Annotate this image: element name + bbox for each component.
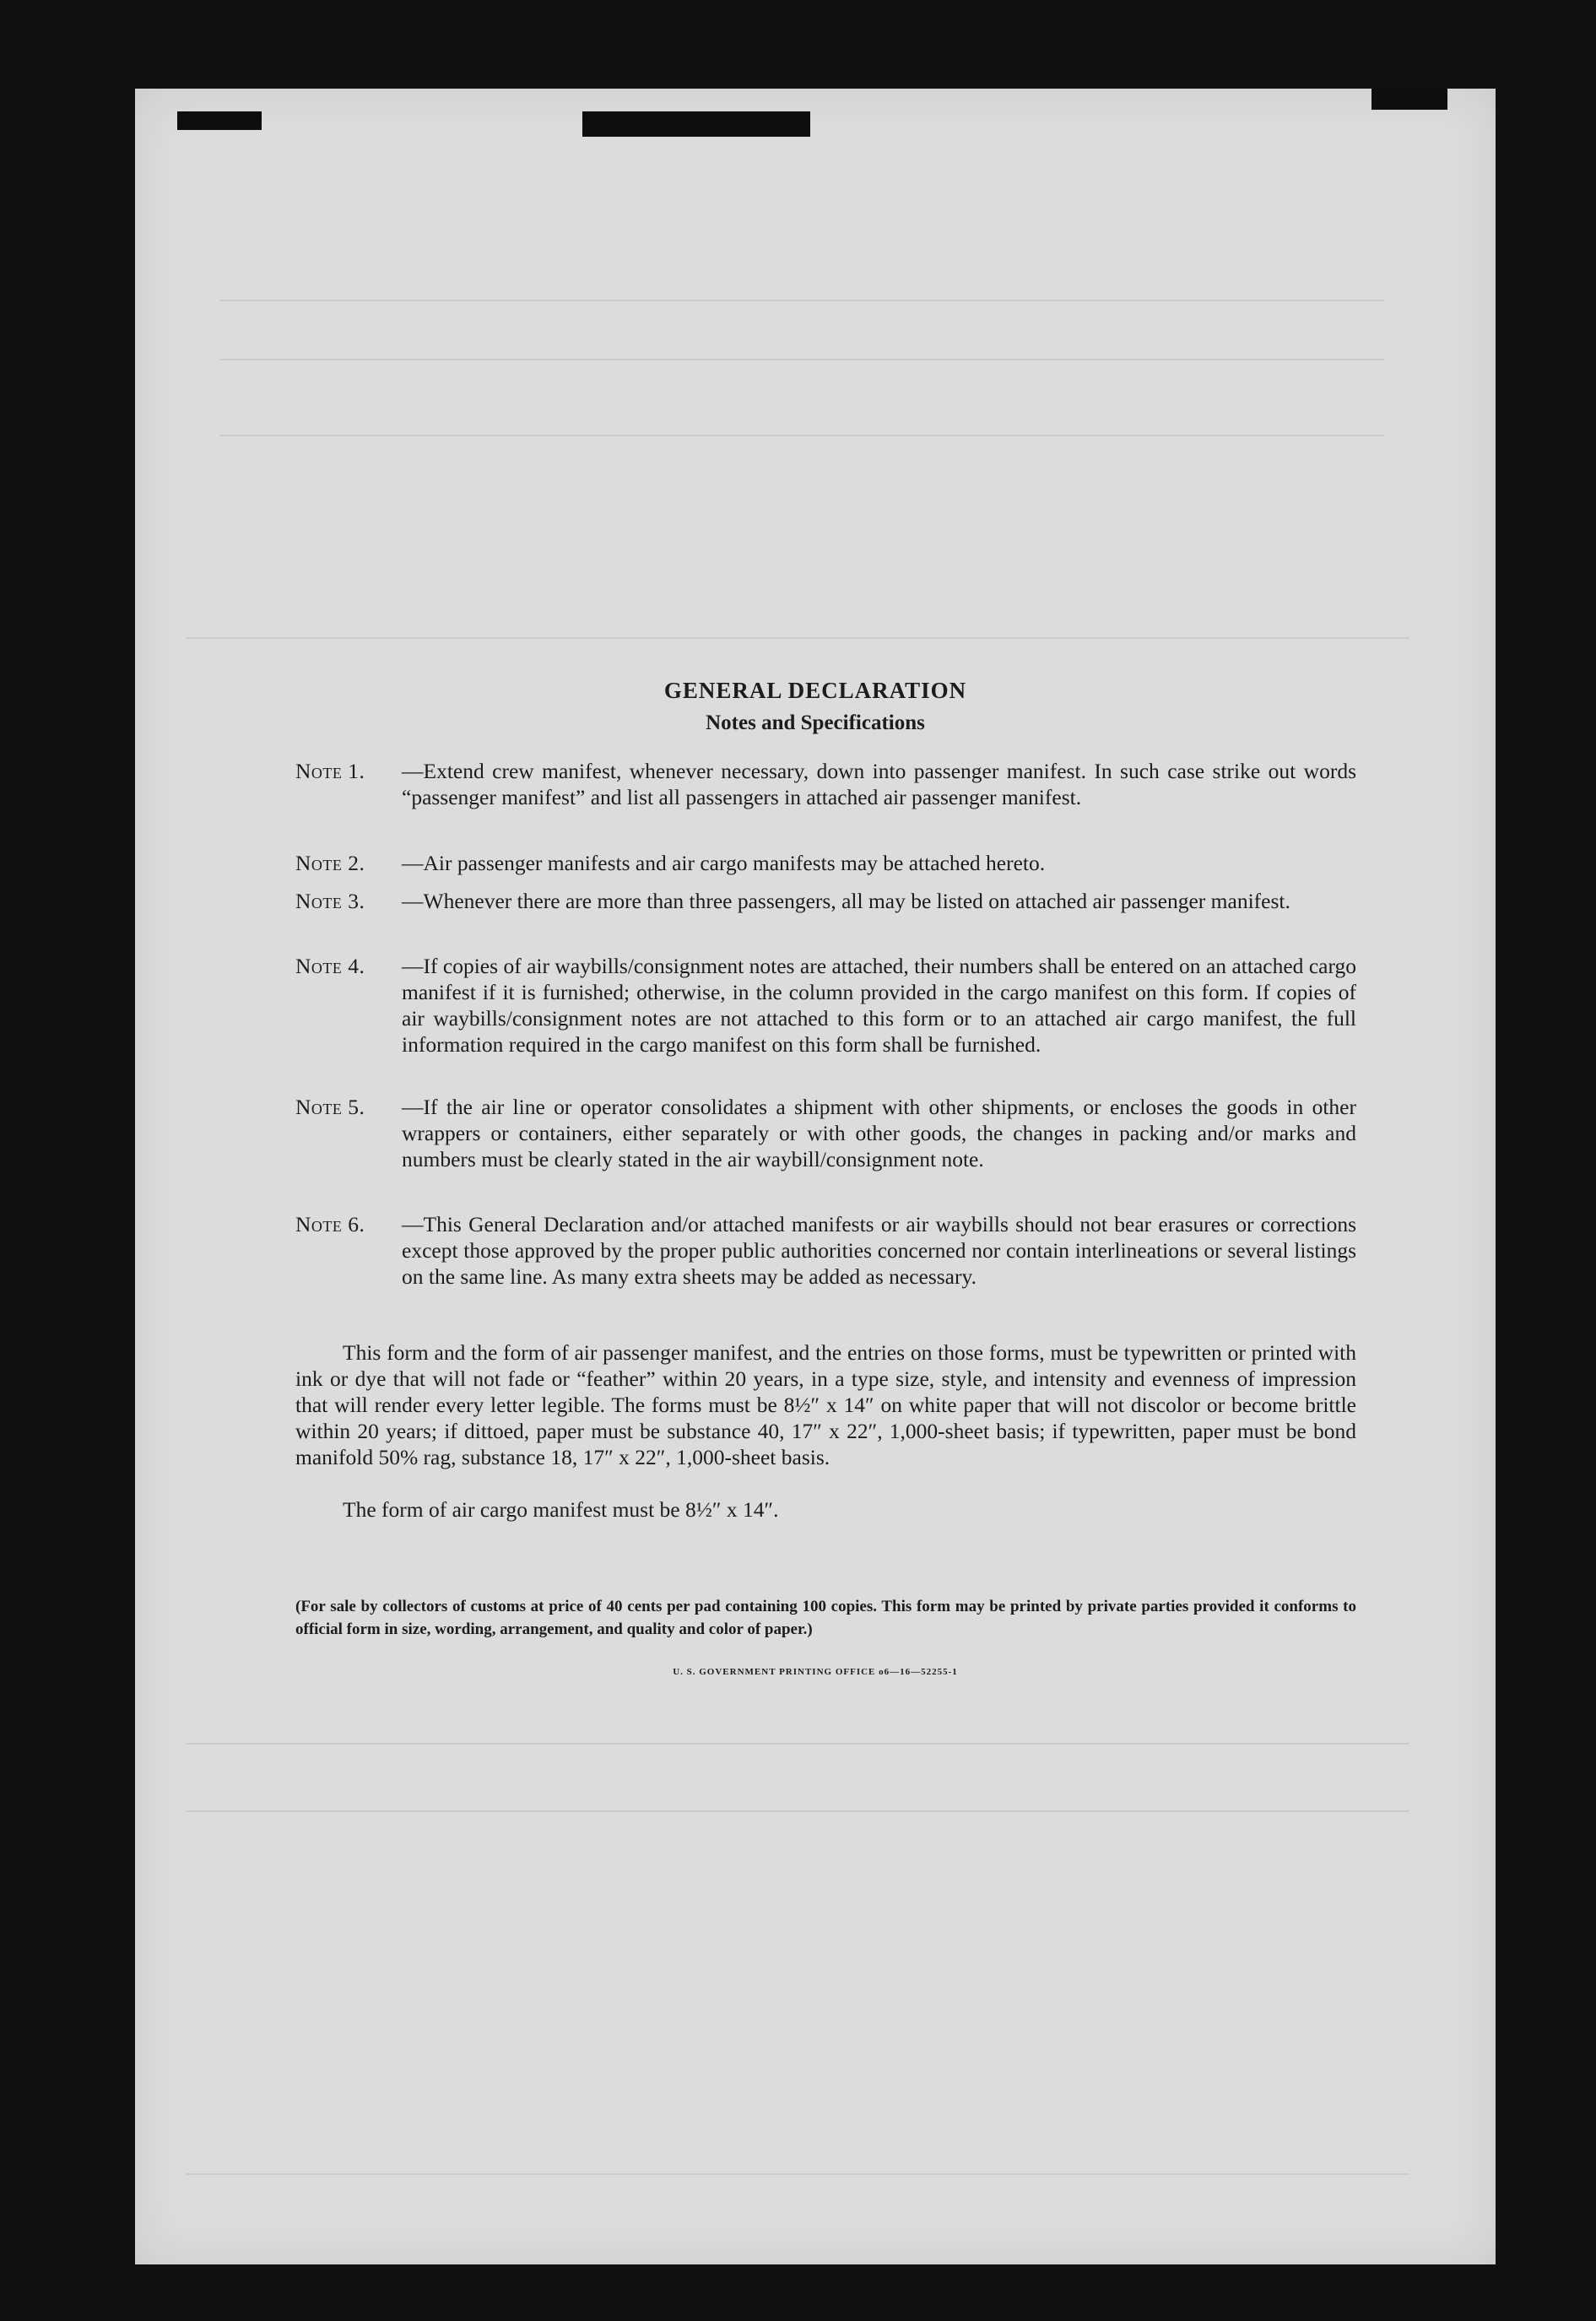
note-text: —This General Declaration and/or attached manifests or air waybills should not bear erasures or corrections except those approved by the proper public authorities concerned nor contain interlineations or several listings on the same line. As many extra sheets may be added as necessary. — [402, 1212, 1356, 1289]
note-label: Note 3. — [295, 889, 365, 913]
cargo-manifest-paragraph — [295, 1496, 1356, 1523]
document-sheet — [135, 89, 1496, 2264]
note-text: —Extend crew manifest, whenever necessary, down into passenger manifest. In such case strike out words “passenger manifest” and list all passengers in attached air passenger manifest. — [402, 759, 1356, 809]
bleed-through-line — [219, 435, 1384, 436]
tape-remnant — [582, 111, 810, 137]
footer-note: (For sale by collectors of customs at price of 40 cents per pad containing 100 copies. This form may be printed by private parties provided it conforms to official form in size, wording, arrangement, and quality and color of paper.) — [295, 1598, 1356, 1638]
note-text: —If the air line or operator consolidates a shipment with other shipments, or encloses the goods in other wrappers or containers, either separately or with other goods, the changes in packing and/or marks and numbers must be clearly stated in the air waybill/consignment note. — [402, 1095, 1356, 1171]
note-text: —Air passenger manifests and air cargo manifests may be attached hereto. — [402, 851, 1046, 875]
bleed-through-line — [219, 300, 1384, 301]
document-title: GENERAL DECLARATION — [663, 678, 967, 703]
note-2 — [295, 850, 1356, 876]
note-text: —If copies of air waybills/consignment notes are attached, their numbers shall be entered on an attached cargo manifest if it is furnished; otherwise, in the column provided in the cargo manifest on this form. If copies of air waybills/consignment notes are not attached to this form or to an attached air cargo manifest, the full information required in the cargo manifest on this form shall be furnished. — [402, 954, 1356, 1057]
cargo-manifest-text: The form of air cargo manifest must be 8½″ x 14″. — [343, 1497, 779, 1522]
bleed-through-line — [186, 1743, 1409, 1745]
note-text: —Whenever there are more than three passengers, all may be listed on attached air passenger manifest. — [402, 889, 1290, 913]
tape-remnant — [177, 111, 262, 130]
note-label: Note 2. — [295, 851, 365, 875]
specification-text: This form and the form of air passenger manifest, and the entries on those forms, must be typewritten or printed with ink or dye that will not fade or “feather” within 20 years, in a type size, style, and intensity and evenness of impression that will render every letter legible. The forms must be 8½″ x 14″ on white paper that will not discolor or become brittle within 20 years; if dittoed, paper must be substance 40, 17″ x 22″, 1,000-sheet basis; if typewritten, paper must be bond manifold 50% rag, substance 18, 17″ x 22″, 1,000-sheet basis. — [295, 1340, 1356, 1469]
note-label: Note 6. — [295, 1212, 365, 1236]
specification-paragraph — [295, 1339, 1356, 1470]
bleed-through-line — [186, 1810, 1409, 1812]
note-label: Note 1. — [295, 759, 365, 783]
note-6 — [295, 1211, 1356, 1290]
note-1 — [295, 758, 1356, 810]
document-subtitle: Notes and Specifications — [706, 711, 925, 734]
note-label: Note 5. — [295, 1095, 365, 1119]
tape-remnant — [1371, 89, 1447, 110]
note-3 — [295, 888, 1356, 914]
note-label: Note 4. — [295, 954, 365, 978]
bleed-through-line — [186, 637, 1409, 639]
printer-line: U. S. GOVERNMENT PRINTING OFFICE o6—16—52255-1 — [673, 1667, 958, 1677]
bleed-through-line — [186, 2173, 1409, 2175]
note-5 — [295, 1094, 1356, 1172]
note-4 — [295, 953, 1356, 1058]
bleed-through-line — [219, 359, 1384, 360]
